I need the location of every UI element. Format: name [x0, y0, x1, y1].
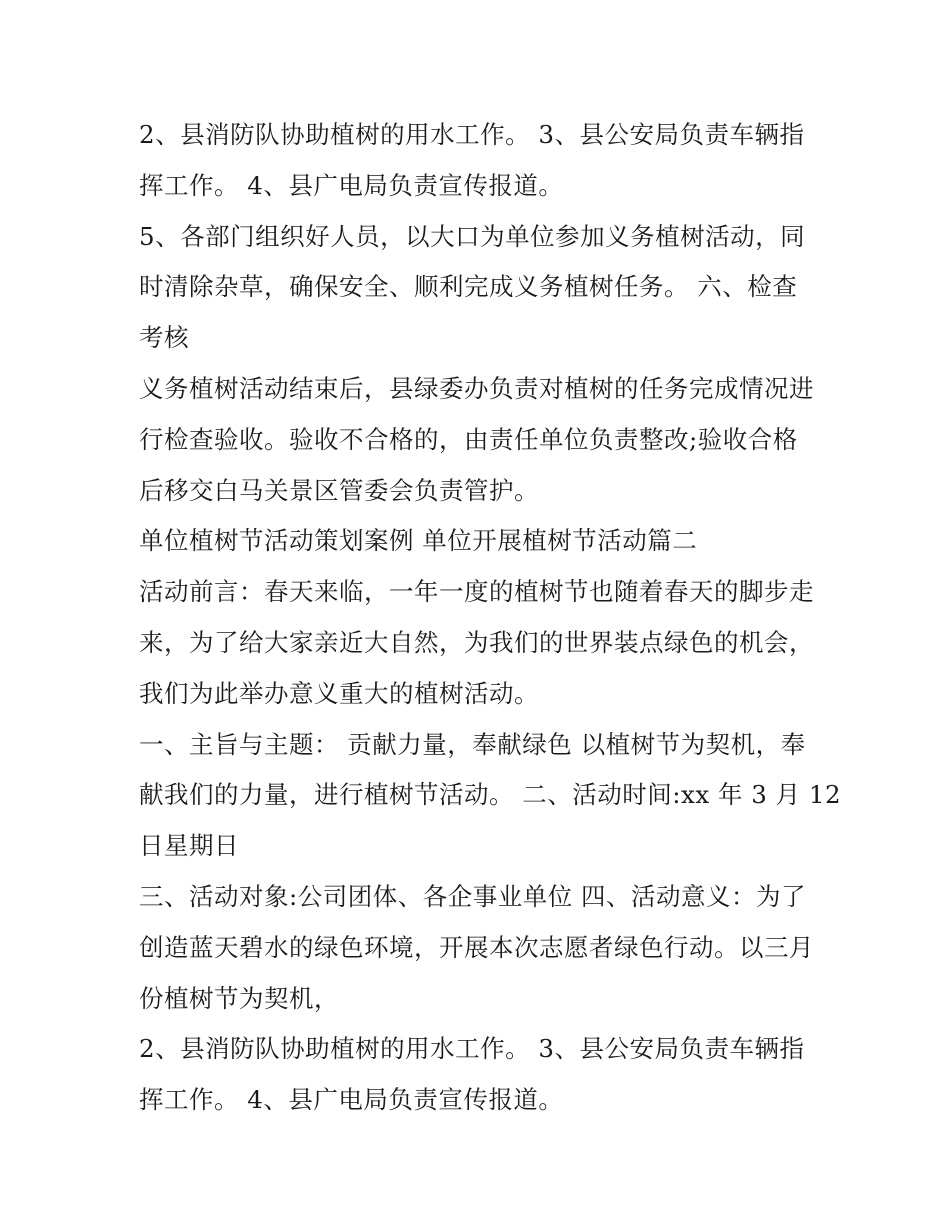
paragraph-theme-time	[139, 720, 842, 872]
text-line: 一、主旨与主题： 贡献力量，奉献绿色 以植树节为契机，奉	[139, 729, 806, 759]
text-line: 2、县消防队协助植树的用水工作。 3、县公安局负责车辆指	[139, 120, 805, 149]
text-line: 2、县消防队协助植树的用水工作。 3、县公安局负责车辆指	[139, 1034, 805, 1064]
text-line: 义务植树活动结束后，县绿委办负责对植树的任务完成情况进	[139, 373, 814, 403]
text-line: 活动前言：春天来临，一年一度的植树节也随着春天的脚步走	[139, 577, 814, 607]
heading-line: 单位植树节活动策划案例 单位开展植树节活动篇二	[139, 526, 698, 556]
paragraph-target-meaning	[139, 872, 819, 1024]
text-line: 行检查验收。验收不合格的，由责任单位负责整改;验收合格	[139, 424, 798, 454]
text-line: 献我们的力量，进行植树节活动。 二、活动时间:xx 年 3 月 12	[139, 780, 842, 810]
text-line: 来，为了给大家亲近大自然，为我们的世界装点绿色的机会，	[139, 627, 814, 657]
text-line: 挥工作。 4、县广电局负责宣传报道。	[139, 1085, 564, 1115]
text-line: 三、活动对象:公司团体、各企事业单位 四、活动意义：为了	[139, 881, 807, 911]
text-line: 5、各部门组织好人员，以大口为单位参加义务植树活动，同	[139, 221, 806, 251]
paragraph-preface	[139, 567, 819, 719]
document-body	[139, 110, 842, 1126]
paragraph-inspection	[139, 364, 819, 516]
text-line: 挥工作。 4、县广电局负责宣传报道。	[139, 170, 564, 200]
text-line: 后移交白马关景区管委会负责管护。	[139, 475, 539, 505]
text-line: 时清除杂草，确保安全、顺利完成义务植树任务。 六、检查	[139, 272, 798, 302]
text-line: 考核	[139, 323, 189, 353]
text-line: 我们为此举办意义重大的植树活动。	[139, 678, 539, 708]
text-line: 份植树节为契机，	[139, 983, 339, 1013]
paragraph-water-police-media	[139, 110, 819, 212]
paragraph-water-police-media-repeat	[139, 1024, 819, 1126]
text-line: 日星期日	[139, 831, 239, 861]
text-line: 创造蓝天碧水的绿色环境，开展本次志愿者绿色行动。以三月	[139, 932, 814, 962]
paragraph-departments-organize	[139, 212, 819, 364]
section-heading	[139, 516, 819, 567]
